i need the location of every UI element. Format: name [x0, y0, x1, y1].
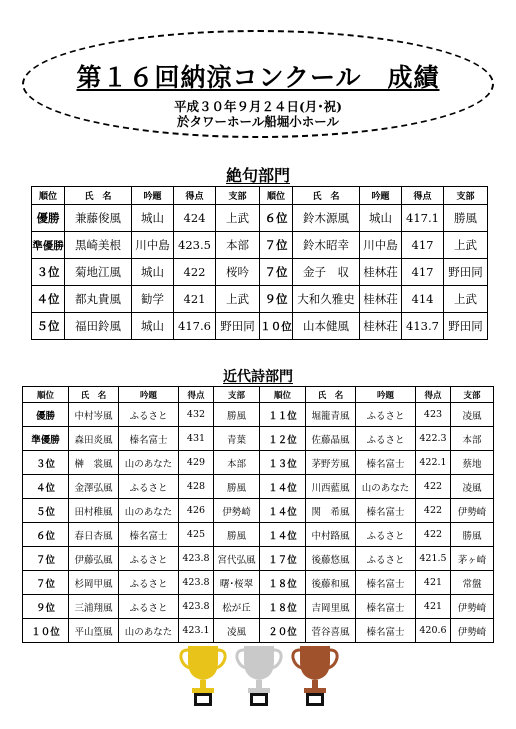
table-row [23, 427, 494, 451]
piece-cell: 川中島 [360, 232, 402, 259]
piece-cell: 榛名富士 [119, 523, 179, 547]
piece-cell: 山のあなた [356, 475, 416, 499]
event-date: 平成３０年９月２４日(月･祝) [173, 99, 343, 114]
table-row [32, 232, 488, 259]
column-header: 得点 [179, 387, 214, 403]
branch-cell: 桜吟 [216, 259, 260, 286]
piece-cell: ふるさと [119, 595, 179, 619]
piece-cell: 城山 [132, 259, 174, 286]
piece-cell: ふるさと [356, 403, 416, 427]
name-cell: 吉岡里風 [306, 595, 356, 619]
name-cell: 中村岑風 [69, 403, 119, 427]
bronze-trophy-icon [290, 640, 340, 710]
piece-cell: 榛名富士 [119, 427, 179, 451]
piece-cell: 山のあなた [119, 619, 179, 643]
table-row [23, 475, 494, 499]
name-cell: 兼藤俊風 [65, 205, 132, 232]
piece-cell: ふるさと [356, 523, 416, 547]
score-cell: 421 [174, 286, 216, 313]
name-cell: 春日杏風 [69, 523, 119, 547]
rank-cell: １８位 [260, 595, 306, 619]
branch-cell: 野田同 [444, 313, 488, 340]
rank-cell: １２位 [260, 427, 306, 451]
score-cell: 423.8 [179, 547, 214, 571]
piece-cell: 桂林荘 [360, 286, 402, 313]
name-cell: 大和久雅史 [293, 286, 360, 313]
rank-cell: ３位 [32, 259, 65, 286]
piece-cell: 山のあなた [119, 451, 179, 475]
table-row [32, 313, 488, 340]
name-cell: 平山篁風 [69, 619, 119, 643]
score-cell: 421 [416, 571, 451, 595]
rank-cell: １４位 [260, 523, 306, 547]
name-cell: 堀籠青風 [306, 403, 356, 427]
score-cell: 422 [416, 499, 451, 523]
column-header: 氏 名 [69, 387, 119, 403]
score-cell: 422 [416, 523, 451, 547]
rank-cell: １１位 [260, 403, 306, 427]
piece-cell: ふるさと [119, 475, 179, 499]
rank-cell: １７位 [260, 547, 306, 571]
piece-cell: 城山 [132, 313, 174, 340]
piece-cell: 川中島 [132, 232, 174, 259]
piece-cell: ふるさと [356, 547, 416, 571]
table-row [23, 403, 494, 427]
score-cell: 422.1 [416, 451, 451, 475]
name-cell: 金子 収 [293, 259, 360, 286]
name-cell: 榊 裳風 [69, 451, 119, 475]
rank-cell: ３位 [23, 451, 69, 475]
name-cell: 関 希風 [306, 499, 356, 523]
rank-cell: ７位 [260, 232, 293, 259]
zekku-results-table [31, 186, 488, 340]
rank-cell: ６位 [23, 523, 69, 547]
rank-cell: ７位 [260, 259, 293, 286]
column-header: 順位 [260, 187, 293, 205]
column-header: 順位 [260, 387, 306, 403]
score-cell: 422 [416, 475, 451, 499]
name-cell: 都丸貴風 [65, 286, 132, 313]
name-cell: 鈴木源風 [293, 205, 360, 232]
branch-cell: 本部 [451, 427, 494, 451]
rank-cell: ５位 [23, 499, 69, 523]
column-header: 吟題 [356, 387, 416, 403]
branch-cell: 本部 [216, 232, 260, 259]
branch-cell: 伊勢崎 [451, 595, 494, 619]
piece-cell: 榛名富士 [356, 619, 416, 643]
name-cell: 田村稚風 [69, 499, 119, 523]
score-cell: 424 [174, 205, 216, 232]
rank-cell: ７位 [23, 571, 69, 595]
branch-cell: 勝風 [214, 403, 260, 427]
piece-cell: ふるさと [119, 547, 179, 571]
event-venue: 於タワーホール船堀小ホール [176, 114, 339, 129]
rank-cell: 優勝 [23, 403, 69, 427]
piece-cell: ふるさと [119, 571, 179, 595]
table-row [23, 547, 494, 571]
branch-cell: 松が丘 [214, 595, 260, 619]
branch-cell: 青葉 [214, 427, 260, 451]
score-cell: 423.8 [179, 595, 214, 619]
column-header: 吟題 [132, 187, 174, 205]
rank-cell: ６位 [260, 205, 293, 232]
score-cell: 423.5 [174, 232, 216, 259]
score-cell: 417 [402, 232, 444, 259]
branch-cell: 凌風 [214, 619, 260, 643]
name-cell: 杉岡甲風 [69, 571, 119, 595]
rank-cell: 準優勝 [23, 427, 69, 451]
name-cell: 中村路風 [306, 523, 356, 547]
branch-cell: 凌風 [451, 475, 494, 499]
branch-cell: 勝風 [214, 523, 260, 547]
table-row [32, 286, 488, 313]
piece-cell: 榛名富士 [356, 571, 416, 595]
name-cell: 鈴木昭幸 [293, 232, 360, 259]
gold-trophy-icon [178, 640, 228, 710]
score-cell: 422 [174, 259, 216, 286]
name-cell: 佐藤晶風 [306, 427, 356, 451]
score-cell: 426 [179, 499, 214, 523]
piece-cell: 城山 [132, 205, 174, 232]
name-cell: 福田鈴風 [65, 313, 132, 340]
score-cell: 417.1 [402, 205, 444, 232]
score-cell: 417 [402, 259, 444, 286]
branch-cell: 上武 [216, 205, 260, 232]
rank-cell: １０位 [23, 619, 69, 643]
rank-cell: １３位 [260, 451, 306, 475]
table-row [23, 595, 494, 619]
column-header: 吟題 [119, 387, 179, 403]
piece-cell: ふるさと [119, 403, 179, 427]
page-title: 第１６回納涼コンクール 成績 [76, 63, 440, 92]
kindai-section-title: 近代詩部門 [223, 369, 293, 385]
score-cell: 421 [416, 595, 451, 619]
table-row [32, 259, 488, 286]
score-cell: 428 [179, 475, 214, 499]
branch-cell: 上武 [216, 286, 260, 313]
name-cell: 山本健風 [293, 313, 360, 340]
piece-cell: 榛名富士 [356, 499, 416, 523]
branch-cell: 勝風 [444, 205, 488, 232]
score-cell: 421.5 [416, 547, 451, 571]
branch-cell: 伊勢崎 [451, 499, 494, 523]
column-header: 得点 [174, 187, 216, 205]
column-header: 順位 [32, 187, 65, 205]
branch-cell: 曙･桜翠 [214, 571, 260, 595]
score-cell: 420.6 [416, 619, 451, 643]
table-row [23, 619, 494, 643]
piece-cell: ふるさと [356, 427, 416, 451]
table-row [23, 499, 494, 523]
score-cell: 423 [416, 403, 451, 427]
score-cell: 422.3 [416, 427, 451, 451]
column-header: 順位 [23, 387, 69, 403]
score-cell: 413.7 [402, 313, 444, 340]
branch-cell: 勝風 [214, 475, 260, 499]
zekku-section-title: 絶句部門 [225, 166, 290, 185]
column-header: 氏 名 [293, 187, 360, 205]
zekku-header-row [32, 187, 488, 205]
column-header: 支部 [444, 187, 488, 205]
rank-cell: １０位 [260, 313, 293, 340]
name-cell: 森田炎風 [69, 427, 119, 451]
name-cell: 後藤和風 [306, 571, 356, 595]
score-cell: 423.1 [179, 619, 214, 643]
name-cell: 川西藍風 [306, 475, 356, 499]
name-cell: 菅谷喜風 [306, 619, 356, 643]
score-cell: 432 [179, 403, 214, 427]
branch-cell: 常盤 [451, 571, 494, 595]
name-cell: 三浦翔風 [69, 595, 119, 619]
table-row [23, 571, 494, 595]
name-cell: 後藤悠風 [306, 547, 356, 571]
rank-cell: １４位 [260, 475, 306, 499]
table-row [23, 523, 494, 547]
rank-cell: ２０位 [260, 619, 306, 643]
rank-cell: 準優勝 [32, 232, 65, 259]
piece-cell: 山のあなた [119, 499, 179, 523]
piece-cell: 桂林荘 [360, 259, 402, 286]
name-cell: 黒崎美根 [65, 232, 132, 259]
branch-cell: 蔡地 [451, 451, 494, 475]
rank-cell: 優勝 [32, 205, 65, 232]
score-cell: 417.6 [174, 313, 216, 340]
piece-cell: 榛名富士 [356, 595, 416, 619]
piece-cell: 桂林荘 [360, 313, 402, 340]
column-header: 支部 [216, 187, 260, 205]
column-header: 吟題 [360, 187, 402, 205]
score-cell: 431 [179, 427, 214, 451]
branch-cell: 伊勢崎 [451, 619, 494, 643]
name-cell: 金澤弘風 [69, 475, 119, 499]
branch-cell: 宮代弘風 [214, 547, 260, 571]
name-cell: 菊地江風 [65, 259, 132, 286]
score-cell: 429 [179, 451, 214, 475]
score-cell: 423.8 [179, 571, 214, 595]
column-header: 支部 [214, 387, 260, 403]
name-cell: 茅野芳風 [306, 451, 356, 475]
rank-cell: ４位 [32, 286, 65, 313]
column-header: 氏 名 [65, 187, 132, 205]
branch-cell: 茅ヶ崎 [451, 547, 494, 571]
column-header: 得点 [416, 387, 451, 403]
branch-cell: 凌風 [451, 403, 494, 427]
piece-cell: 勧学 [132, 286, 174, 313]
kindai-header-row [23, 387, 494, 403]
rank-cell: ９位 [260, 286, 293, 313]
branch-cell: 上武 [444, 232, 488, 259]
score-cell: 425 [179, 523, 214, 547]
rank-cell: ４位 [23, 475, 69, 499]
score-cell: 414 [402, 286, 444, 313]
kindai-results-table [22, 386, 494, 643]
branch-cell: 野田同 [216, 313, 260, 340]
column-header: 得点 [402, 187, 444, 205]
name-cell: 伊藤弘風 [69, 547, 119, 571]
column-header: 氏 名 [306, 387, 356, 403]
column-header: 支部 [451, 387, 494, 403]
rank-cell: １８位 [260, 571, 306, 595]
piece-cell: 榛名富士 [356, 451, 416, 475]
rank-cell: ５位 [32, 313, 65, 340]
rank-cell: １４位 [260, 499, 306, 523]
rank-cell: ９位 [23, 595, 69, 619]
branch-cell: 上武 [444, 286, 488, 313]
table-row [23, 451, 494, 475]
rank-cell: ７位 [23, 547, 69, 571]
table-row [32, 205, 488, 232]
piece-cell: 城山 [360, 205, 402, 232]
branch-cell: 勝風 [451, 523, 494, 547]
silver-trophy-icon [234, 640, 284, 710]
branch-cell: 本部 [214, 451, 260, 475]
branch-cell: 野田同 [444, 259, 488, 286]
branch-cell: 伊勢崎 [214, 499, 260, 523]
